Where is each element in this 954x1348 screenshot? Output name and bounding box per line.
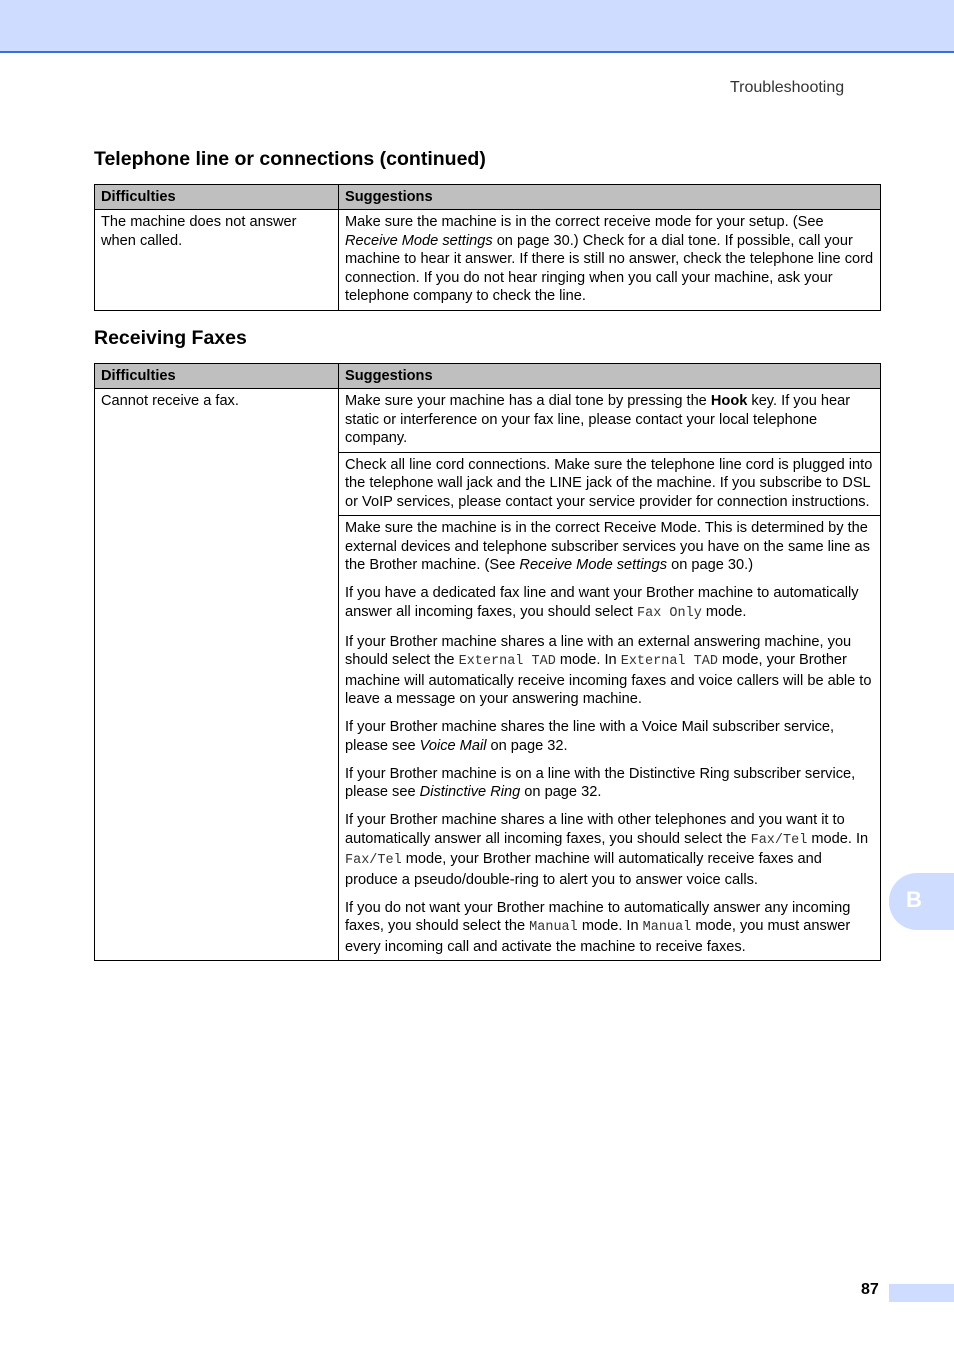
cross-reference: Receive Mode settings bbox=[519, 557, 668, 573]
section-title-receiving-faxes: Receiving Faxes bbox=[94, 327, 247, 349]
suggestion-text: If you do not want your Brother machine to automatically answer any incoming faxes, you should select the bbox=[345, 899, 851, 934]
mode-name: External TAD bbox=[458, 654, 556, 669]
hook-key-label: Hook bbox=[710, 393, 748, 409]
table-row bbox=[95, 389, 881, 453]
suggestion-cell: Check all line cord connections. Make sure the telephone line cord is plugged into the telephone wall jack and the LINE jack of the machine. If you subscribe to DSL or VoIP services, please contact your service provider for connection instructions. bbox=[339, 452, 881, 516]
suggestion-paragraph bbox=[345, 899, 874, 957]
appendix-letter: B bbox=[906, 887, 922, 912]
difficulty-cell: Cannot receive a fax. bbox=[95, 389, 339, 961]
suggestion-paragraph bbox=[345, 519, 874, 575]
mode-name: Manual bbox=[642, 920, 692, 935]
table-header-row bbox=[95, 185, 881, 210]
mode-name: External TAD bbox=[620, 654, 718, 669]
suggestion-text: on page 32. bbox=[520, 784, 602, 800]
suggestion-cell bbox=[339, 516, 881, 961]
suggestion-cell bbox=[339, 210, 881, 311]
column-header-difficulties: Difficulties bbox=[95, 185, 339, 210]
header-band bbox=[0, 0, 954, 53]
table-row bbox=[95, 210, 881, 311]
suggestion-text: mode. In bbox=[577, 918, 643, 934]
column-header-suggestions: Suggestions bbox=[339, 364, 881, 389]
difficulty-cell: The machine does not answer when called. bbox=[95, 210, 339, 311]
mode-name: Manual bbox=[529, 920, 578, 935]
suggestion-text: mode, you must answer every incoming call and activate the machine to receive faxes. bbox=[345, 918, 851, 955]
cross-reference: Voice Mail bbox=[419, 737, 487, 754]
suggestion-cell bbox=[339, 389, 881, 453]
suggestion-text: If your Brother machine shares the line with a Voice Mail subscriber service, please see bbox=[345, 719, 835, 754]
suggestion-text: Make sure the machine is in the correct Receive Mode. This is determined by the external devices and telephone subscriber services you have on the same line as the Brother machine. (See bbox=[345, 520, 870, 573]
telephone-table bbox=[94, 184, 881, 311]
suggestion-paragraph bbox=[345, 633, 874, 709]
suggestion-text: on page 30.) Check for a dial tone. If possible, call your machine to hear it answer. If there is still no answer, check the telephone line cord connection. If you do not hear ringing when you call your machine, ask your telephone company to check the line. bbox=[345, 232, 874, 304]
cross-reference: Receive Mode settings bbox=[345, 232, 493, 249]
suggestion-text: Make sure your machine has a dial tone by pressing the bbox=[345, 393, 711, 409]
suggestion-paragraph bbox=[345, 584, 874, 623]
suggestion-text: If your Brother machine shares a line with other telephones and you want it to automatically answer all incoming faxes, you should select the bbox=[345, 812, 845, 847]
suggestion-paragraph bbox=[345, 811, 874, 889]
page-number: 87 bbox=[861, 1281, 879, 1298]
cross-reference: Distinctive Ring bbox=[419, 784, 521, 800]
suggestion-text: on page 30.) bbox=[667, 557, 754, 573]
table-header-row bbox=[95, 364, 881, 389]
suggestion-text: If your Brother machine is on a line with the Distinctive Ring subscriber service, please see bbox=[345, 765, 856, 800]
suggestion-text: mode. In bbox=[555, 652, 621, 668]
suggestion-text: If you have a dedicated fax line and want your Brother machine to automatically answer all incoming faxes, you should select bbox=[345, 585, 859, 620]
mode-name: Fax Only bbox=[637, 605, 702, 621]
receiving-faxes-table bbox=[94, 363, 881, 961]
section-title-telephone: Telephone line or connections (continued) bbox=[94, 148, 486, 170]
appendix-side-tab bbox=[889, 873, 954, 930]
suggestion-text: If your Brother machine shares a line with an external answering machine, you should select the bbox=[345, 633, 852, 668]
mode-name: Fax/Tel bbox=[345, 853, 402, 868]
suggestion-text: on page 32. bbox=[486, 737, 568, 754]
suggestion-text: Make sure the machine is in the correct receive mode for your setup. (See bbox=[345, 214, 824, 230]
suggestion-text: key. If you hear static or interference on your fax line, please contact your local telephone company. bbox=[345, 393, 851, 446]
column-header-suggestions: Suggestions bbox=[339, 185, 881, 210]
suggestion-text: mode, your Brother machine will automatically receive faxes and produce a pseudo/double-ring to alert you to answer voice calls. bbox=[345, 851, 822, 888]
suggestion-text: mode. bbox=[701, 603, 747, 620]
suggestion-text: mode. In bbox=[807, 830, 869, 847]
suggestion-paragraph bbox=[345, 765, 874, 802]
suggestion-paragraph bbox=[345, 718, 874, 755]
mode-name: Fax/Tel bbox=[750, 832, 808, 848]
running-header: Troubleshooting bbox=[730, 79, 845, 96]
column-header-difficulties: Difficulties bbox=[95, 364, 339, 389]
footer-bar bbox=[889, 1284, 954, 1302]
suggestion-text: mode, your Brother machine will automatically receive incoming faxes and voice callers will be able to leave a message on your answering machine. bbox=[345, 652, 872, 707]
